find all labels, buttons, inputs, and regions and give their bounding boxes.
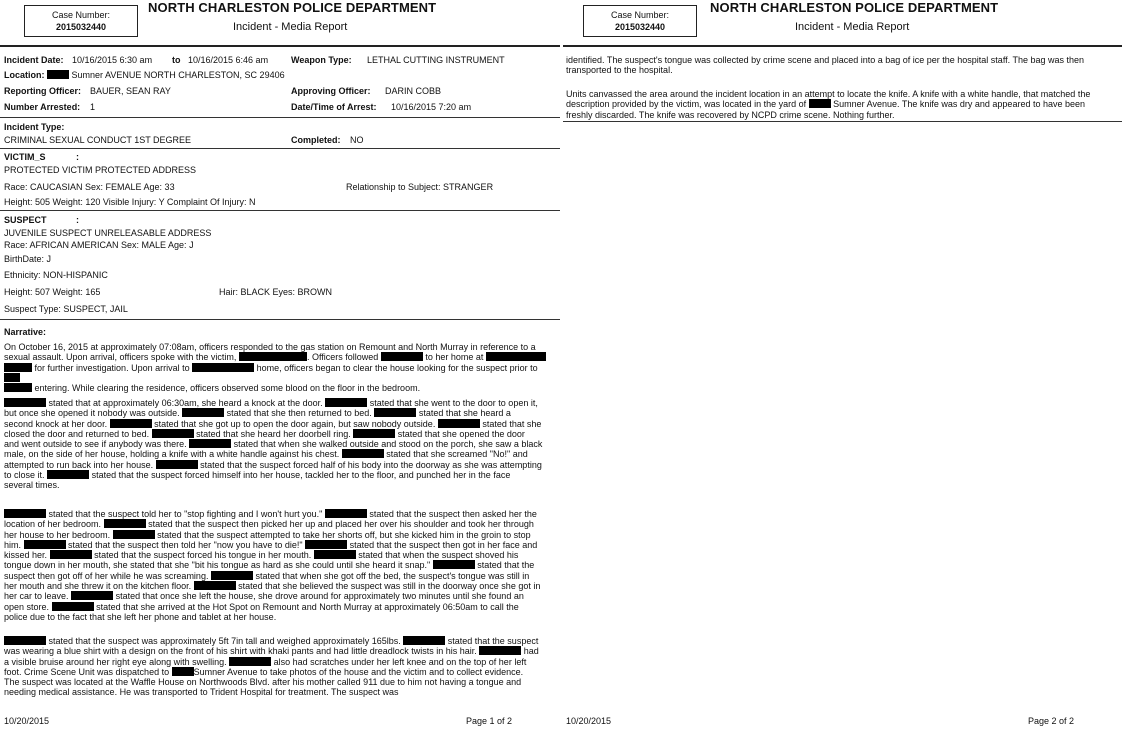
footer-date: 10/20/2015 [4,716,50,726]
report-page-1 [0,0,560,730]
section-divider [0,117,560,118]
completed-value: NO [350,135,364,145]
redaction [325,398,367,407]
redaction [152,429,194,438]
report-page-2 [563,0,1122,730]
section-divider [563,121,1122,122]
section-divider [0,148,560,149]
incident-date-to: 10/16/2015 6:46 am [188,55,269,65]
incident-type-label: Incident Type: [4,122,65,132]
redaction [104,519,146,528]
redaction [156,460,198,469]
case-number: 2015032440 [614,22,666,33]
header-divider [563,45,1122,47]
weapon-label: Weapon Type: [291,55,352,65]
redaction [239,352,307,361]
victim-line-3: Height: 505 Weight: 120 Visible Injury: Y Complaint Of Injury: N [4,197,256,207]
redaction [229,657,271,666]
redaction [113,530,155,539]
victim-colon: : [76,152,79,162]
redaction [438,419,480,428]
narrative-paragraph-1: On October 16, 2015 at approximately 07:08am, officers responded to the gas station on Remount and North Murray in reference to a sexual assault. Upon arrival, officers spoke with the victim, . Officers followed to her home at for further investigation. Upon arrival to home, officers began to clear the house looking for the suspect prior to entering. While clearing the residence, officers observed some blood on the floor in the bedroom. [4,342,556,393]
redaction [305,540,347,549]
narrative-paragraph-2: stated that at approximately 06:30am, she heard a knock at the door. stated that she went to the door to open it, but once she opened it nobody was outside. stated that she then returned to bed. stated that she heard a second knock at her door. stated that she got up to open the door again, but saw nobody outside. stated that she closed the door and returned to bed. stated that she heard her doorbell ring. stated that she opened the door and went outside to see if anybody was there. stated that when she walked outside and stood on the porch, she saw a black male, on the side of her house, holding a knife with a white handle against his chest. stated that she screamed "No!" and attempted to run back into her house. stated that the suspect forced half of his body into the doorway as she was attempting to close it. stated that the suspect forced himself into her house, tackled her to the floor, and punched her in the face several times. [4,398,543,491]
redaction [189,439,231,448]
case-number-box [583,5,697,37]
location-value [47,70,285,80]
redaction [353,429,395,438]
redaction [325,509,367,518]
narrative-paragraph-4: stated that the suspect was approximately 5ft 7in tall and weighed approximately 165lbs. stated that the suspect was wearing a blue shirt with a design on the front of his shirt with khaki pants and had little dreadlock twists in his hair. had a visible bruise around her right eye along with swelling. also had scratches under her left knee and on the top of her left foot. Crime Scene Unit was dispatched to Sumner Avenue to take photos of the house and the victim and to collect evidence. The suspect was located at the Waffle House on Northwoods Blvd. after his mother called 911 due to him not having a tongue and needing medical assistance. He was transported to Trident Hospital for treatment. The suspect was [4,636,539,698]
redaction [194,581,236,590]
page2-paragraph-2: Units canvassed the area around the incident location in an attempt to locate the knife. A knife with a white handle, that matched the description provided by the victim, was located in the yard of Sumner Avenue. The knife was dry and appeared to have been freshly discarded. The knife was recovered by NCPD crime scene. Nothing further. [566,89,1091,120]
suspect-colon: : [76,215,79,225]
approving-officer-label: Approving Officer: [291,86,371,96]
redaction [4,383,32,392]
suspect-hair-eyes: Hair: BLACK Eyes: BROWN [219,287,333,297]
header-divider [0,45,560,47]
section-divider [0,210,560,211]
report-type: Incident - Media Report [795,21,910,33]
redaction [433,560,475,569]
redaction [52,602,94,611]
narrative-heading: Narrative: [4,327,47,337]
approving-officer: DARIN COBB [385,86,442,96]
redaction [24,540,66,549]
page2-paragraph-1: identified. The suspect's tongue was collected by crime scene and placed into a bag of ice per the hospital staff. The bag was then transported to the hospital. [566,55,1085,76]
footer-page-number: Page 2 of 2 [1028,716,1075,726]
redaction [4,636,46,645]
suspect-type: Suspect Type: SUSPECT, JAIL [4,304,128,314]
victim-line-2: Race: CAUCASIAN Sex: FEMALE Age: 33 [4,182,175,192]
department-title: NORTH CHARLESTON POLICE DEPARTMENT [148,0,437,15]
redaction [403,636,445,645]
redaction [211,571,253,580]
suspect-line-1: JUVENILE SUSPECT UNRELEASABLE ADDRESS [4,228,212,238]
arrest-time-label: Date/Time of Arrest: [291,102,377,112]
redaction [4,373,20,382]
redaction [172,667,194,676]
number-arrested-label: Number Arrested: [4,102,81,112]
completed-label: Completed: [291,135,341,145]
victim-relationship: Relationship to Subject: STRANGER [346,182,494,192]
suspect-birthdate: BirthDate: J [4,254,52,264]
report-type: Incident - Media Report [233,21,348,33]
redaction [314,550,356,559]
redaction [4,509,46,518]
case-number-label: Case Number: [610,10,670,20]
redaction [110,419,152,428]
case-number-box [24,5,138,37]
suspect-height-weight: Height: 507 Weight: 165 [4,287,101,297]
number-arrested: 1 [90,102,96,112]
narrative-paragraph-3: stated that the suspect told her to "stop fighting and I won't hurt you." stated that the suspect then asked her the location of her bedroom. stated that the suspect then picked her up and placed her over his shoulder and took her through her house to her bedroom. stated that the suspect attempted to take her shorts off, but she kicked him in the groin to stop him. stated that the suspect then told her "now you have to die!" stated that the suspect then got in her face and kissed her. stated that the suspect forced his tongue in her mouth. stated that when the suspect shoved his tongue down in her mouth, she stated that she "bit his tongue as hard as she could until she heard it snap." stated that the suspect then got off of her while he was screaming. stated that when she got off the bed, the suspect's tongue was still in her mouth and she threw it on the kitchen floor. stated that she believed the suspect was still in the doorway once she got in her car to leave. stated that once she left the house, she drove around for approximately two minutes until she found an open store. stated that she arrived at the Hot Spot on Remount and North Murray at approximately 06:50am to call the police due to the fact that she left her phone and tablet at her house. [4,509,541,622]
victim-heading: VICTIM_S [4,152,46,162]
redaction [809,99,831,108]
redaction [486,352,546,361]
department-title: NORTH CHARLESTON POLICE DEPARTMENT [710,0,999,15]
reporting-officer-label: Reporting Officer: [4,86,82,96]
redaction [71,591,113,600]
redaction [479,646,521,655]
incident-type: CRIMINAL SEXUAL CONDUCT 1ST DEGREE [4,135,192,145]
incident-date-from: 10/16/2015 6:30 am [72,55,153,65]
section-divider [0,319,560,320]
redaction [4,398,46,407]
footer-page-number: Page 1 of 2 [466,716,513,726]
suspect-heading: SUSPECT [4,215,47,225]
redaction [4,363,32,372]
victim-line-1: PROTECTED VICTIM PROTECTED ADDRESS [4,165,197,175]
case-number-label: Case Number: [51,10,111,20]
footer-date: 10/20/2015 [566,716,612,726]
redaction [47,70,69,79]
location-text: Sumner AVENUE NORTH CHARLESTON, SC 29406 [71,70,285,80]
suspect-ethnicity: Ethnicity: NON-HISPANIC [4,270,108,280]
redaction [47,470,89,479]
weapon-type: LETHAL CUTTING INSTRUMENT [367,55,505,65]
case-number: 2015032440 [55,22,107,33]
redaction [342,449,384,458]
arrest-time: 10/16/2015 7:20 am [391,102,472,112]
redaction [192,363,254,372]
incident-date-label: Incident Date: [4,55,64,65]
redaction [381,352,423,361]
incident-date-to-label: to [172,55,181,65]
location-label: Location: [4,70,45,80]
redaction [50,550,92,559]
redaction [374,408,416,417]
suspect-line-2: Race: AFRICAN AMERICAN Sex: MALE Age: J [4,240,194,250]
reporting-officer: BAUER, SEAN RAY [90,86,171,96]
redaction [182,408,224,417]
